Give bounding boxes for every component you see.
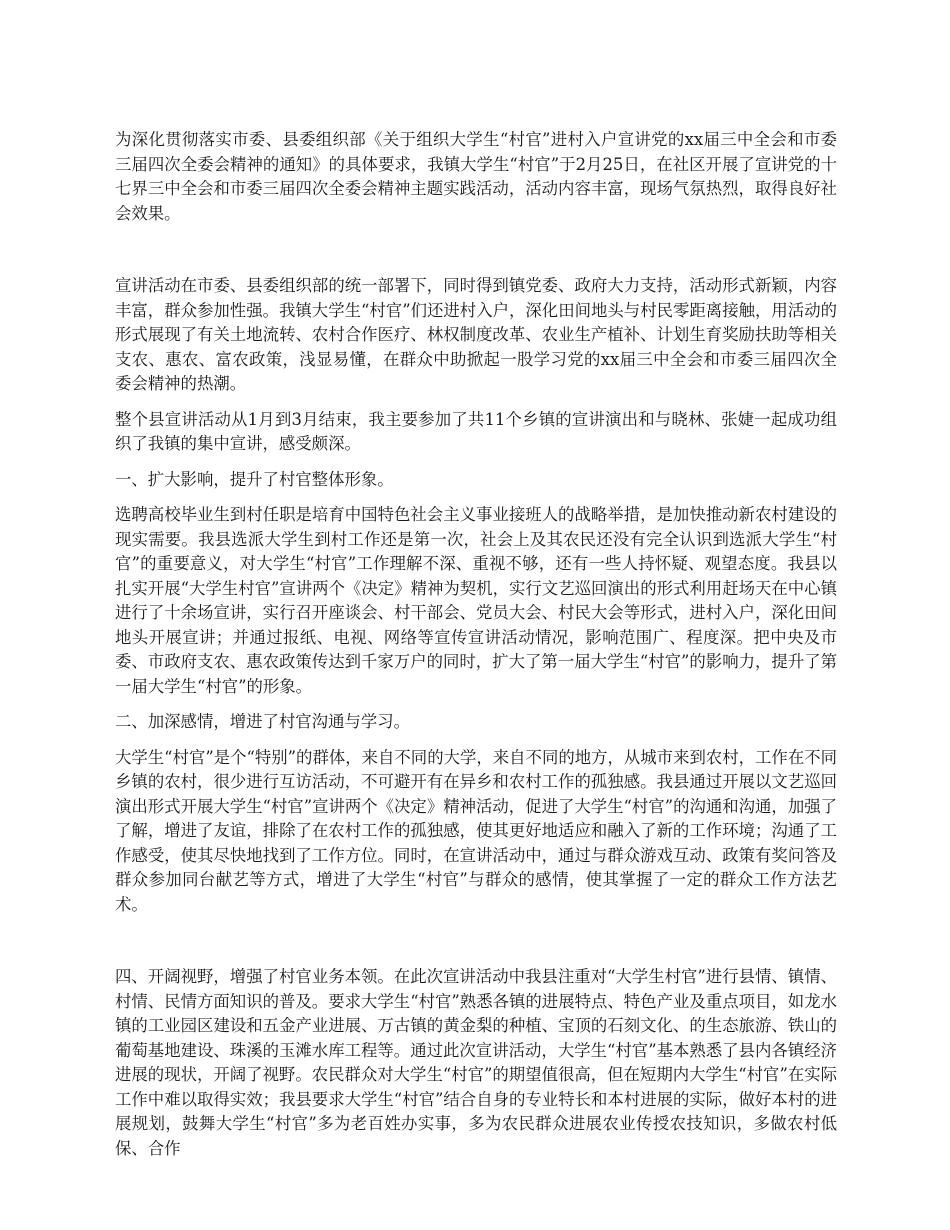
document-body — [115, 128, 837, 1172]
paragraph-section-one: 选聘高校毕业生到村任职是培育中国特色社会主义事业接班人的战略举措，是加快推动新农村建设的现实需要。我县选派大学生到村工作还是第一次，社会上及其农民还没有完全认识到选派大学生“村官”的重要意义，对大学生“村官”工作理解不深、重视不够，还有一些人持怀疑、观望态度。我县以扎实开展“大学生村官”宣讲两个《决定》精神为契机，实行文艺巡回演出的形式利用赶场天在中心镇进行了十余场宣讲，实行召开座谈会、村干部会、党员大会、村民大会等形式，进村入户，深化田间地头开展宣讲；并通过报纸、电视、网络等宣传宣讲活动情况，影响范围广、程度深。把中央及市委、市政府支农、惠农政策传达到千家万户的同时，扩大了第一届大学生“村官”的影响力，提升了第一届大学生“村官”的形象。 — [115, 505, 837, 696]
paragraph-intro: 为深化贯彻落实市委、县委组织部《关于组织大学生“村官”进村入户宣讲党的xx届三中全会和市委三届四次全委会精神的通知》的具体要求，我镇大学生“村官”于2月25日，在社区开展了宣讲党的十七界三中全会和市委三届四次全委会精神主题实践活动，活动内容丰富，现场气氛热烈，取得良好社会效果。 — [115, 130, 837, 223]
paragraph-activity-overview: 宣讲活动在市委、县委组织部的统一部署下，同时得到镇党委、政府大力支持，活动形式新颖，内容丰富，群众参加性强。我镇大学生“村官”们还进村入户，深化田间地头与村民零距离接触，用活动的形式展现了有关土地流转、农村合作医疗、林权制度改革、农业生产植补、计划生育奖励扶助等相关支农、惠农、富农政策，浅显易懂，在群众中助掀起一股学习党的xx届三中全会和市委三届四次全委会精神的热潮。 — [115, 276, 837, 393]
paragraph-personal-participation: 整个县宣讲活动从1月到3月结束，我主要参加了共11个乡镇的宣讲演出和与晓林、张婕一起成功组织了我镇的集中宣讲，感受颇深。 — [115, 409, 837, 453]
paragraph-section-four: 四、开阔视野，增强了村官业务本领。在此次宣讲活动中我县注重对“大学生村官”进行县情、镇情、村情、民情方面知识的普及。要求大学生“村官”熟悉各镇的进展特点、特色产业及重点项目，如龙水镇的工业园区建设和五金产业进展、万古镇的黄金梨的种植、宝顶的石刻文化、的生态旅游、铁山的葡萄基地建设、珠溪的玉滩水库工程等。通过此次宣讲活动，大学生“村官”基本熟悉了县内各镇经济进展的现状，开阔了视野。农民群众对大学生“村官”的期望值很高，但在短期内大学生“村官”在实际工作中难以取得实效；我县要求大学生“村官”结合自身的专业特长和本村进展的实际，做好本村的进展规划，鼓舞大学生“村官”多为老百姓办实事，多为农民群众进展农业传授农技知识，多做农村低保、合作 — [115, 967, 837, 1158]
paragraph-section-two: 大学生“村官”是个“特别”的群体，来自不同的大学，来自不同的地方，从城市来到农村，工作在不同乡镇的农村，很少进行互访活动，不可避开有在异乡和农村工作的孤独感。我县通过开展以文艺巡回演出形式开展大学生“村官”宣讲两个《决定》精神活动，促进了大学生“村官”的沟通和沟通，加强了了解，增进了友谊，排除了在农村工作的孤独感，使其更好地适应和融入了新的工作环境；沟通了工作感受，使其尽快地找到了工作方位。同时，在宣讲活动中，通过与群众游戏互动、政策有奖问答及群众参加同台献艺等方式，增进了大学生“村官”与群众的感情，使其掌握了一定的群众工作方法艺术。 — [115, 747, 837, 914]
section-heading-two: 二、加深感情，增进了村官沟通与学习。 — [115, 712, 411, 731]
section-heading-one: 一、扩大影响，提升了村官整体形象。 — [115, 469, 394, 489]
